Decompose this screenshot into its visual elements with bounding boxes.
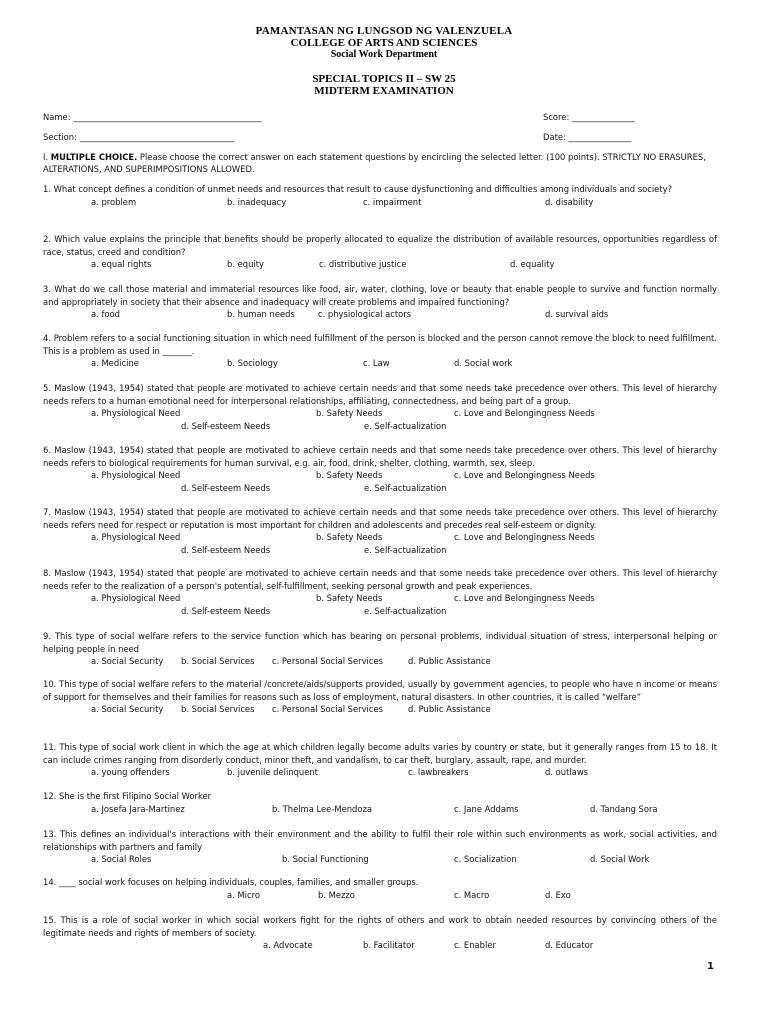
answer-option[interactable]: b. equity: [227, 259, 264, 270]
question-text: 12. She is the first Filipino Social Worker: [43, 791, 212, 801]
option-row: [43, 766, 717, 779]
answer-option[interactable]: b. Social Functioning: [282, 854, 369, 865]
answer-option[interactable]: b. Safety Needs: [316, 593, 383, 604]
answer-option[interactable]: b. Social Services: [181, 704, 255, 715]
answer-option[interactable]: d. Self-esteem Needs: [181, 482, 271, 493]
answer-option[interactable]: d. Tandang Sora: [590, 803, 658, 814]
answer-option[interactable]: c. distributive justice: [319, 259, 407, 270]
question-9: [43, 630, 717, 668]
option-row: [43, 592, 717, 605]
question-1: [43, 183, 717, 208]
answer-option[interactable]: d. survival aids: [545, 309, 609, 320]
answer-option[interactable]: a. Josefa Jara-Martinez: [91, 803, 185, 814]
answer-option[interactable]: e. Self-actualization: [364, 605, 447, 616]
question-text: 6. Maslow (1943, 1954) stated that people are motivated to achieve certain needs and that some needs take precedence over others. This level of hierarchy needs refers to biological requirements for human survival, e.g. air, food, drink, shelter, clothing, warmth, sex, sleep.: [43, 445, 717, 468]
option-row: [43, 605, 717, 618]
answer-option[interactable]: a. Advocate: [263, 940, 313, 951]
answer-option[interactable]: c. Socialization: [454, 854, 517, 865]
answer-option[interactable]: c. physiological actors: [318, 309, 412, 320]
section-field: Section: _____________________________________: [43, 132, 235, 142]
answer-option[interactable]: a. Physiological Need: [91, 408, 181, 419]
answer-option[interactable]: a. problem: [91, 196, 137, 207]
answer-option[interactable]: b. inadequacy: [227, 196, 287, 207]
university-name: PAMANTASAN NG LUNGSOD NG VALENZUELA: [255, 25, 513, 37]
question-text: 7. Maslow (1943, 1954) stated that people are motivated to achieve certain needs and that some needs take precedence over others. This level of hierarchy needs refers need for respect or reputation is most important for children and adolescents and precedes real self-esteem or dignity.: [43, 507, 717, 530]
answer-option[interactable]: c. impairment: [363, 196, 422, 207]
answer-option[interactable]: a. Micro: [227, 889, 260, 900]
answer-option[interactable]: a. equal rights: [91, 259, 152, 270]
instructions-prefix: I.: [43, 152, 51, 162]
answer-option[interactable]: d. equality: [510, 259, 555, 270]
option-row: [43, 655, 717, 668]
option-row: [43, 469, 717, 482]
question-15: [43, 914, 717, 952]
question-text: 9. This type of social welfare refers to the service function which has bearing on personal problems, individual situation of stress, interpersonal helping or helping people in need: [43, 631, 717, 654]
answer-option[interactable]: a. Social Security: [91, 704, 164, 715]
instructions-heading: MULTIPLE CHOICE.: [50, 152, 138, 162]
answer-option[interactable]: a. young offenders: [91, 767, 170, 778]
option-row: [43, 939, 717, 952]
answer-option[interactable]: d. Public Assistance: [408, 656, 491, 667]
question-text: 3. What do we call those material and immaterial resources like food, air, water, clothing, love or beauty that enable people to survive and function normally and appropriately in society that their absence and inadequacy will create problems and impaired functioning?: [43, 284, 717, 307]
question-text: 5. Maslow (1943, 1954) stated that people are motivated to achieve certain needs and that some needs take precedence over others. This level of hierarchy needs refers to a human emotional need for interpersonal relationships, affiliating, connectedness, and being part of a group.: [43, 383, 717, 406]
question-text: 4. Problem refers to a social functioning situation in which need fulfillment of the person is blocked and the person cannot remove the block to need fulfillment. This is a problem as used in _______.: [43, 333, 717, 356]
answer-option[interactable]: a. food: [91, 309, 120, 320]
score-field: Score: _______________: [543, 112, 635, 122]
answer-option[interactable]: d. Social work: [454, 358, 513, 369]
answer-option[interactable]: b. Thelma Lee-Mendoza: [272, 803, 372, 814]
answer-option[interactable]: c. Personal Social Services: [272, 704, 384, 715]
answer-option[interactable]: b. Social Services: [181, 656, 255, 667]
department-name: Social Work Department: [330, 49, 438, 60]
question-text: 8. Maslow (1943, 1954) stated that people are motivated to achieve certain needs and that some needs take precedence over others. This level of hierarchy needs refer to the realization of a person's potential, self-fulfillment, seeking personal growth and peak experiences.: [43, 568, 717, 591]
answer-option[interactable]: b. Facilitator: [363, 940, 415, 951]
answer-option[interactable]: d. Social Work: [590, 854, 650, 865]
answer-option[interactable]: b. Safety Needs: [316, 408, 383, 419]
question-text: 14. ____ social work focuses on helping individuals, couples, families, and smaller groups.: [43, 877, 419, 887]
option-row: [43, 803, 717, 816]
question-text: 11. This type of social work client in which the age at which children legally become adults varies by country or state, but it generally ranges from 15 to 18. It can include crimes ranging from disorderly conduct, minor theft, and vandalism, to car theft, burglary, assault, rape, and murder.: [43, 742, 717, 765]
question-text: 1. What concept defines a condition of unmet needs and resources that result to cause dysfunctioning and difficulties among individuals and society?: [43, 184, 673, 194]
option-row: [43, 853, 717, 866]
answer-option[interactable]: c. lawbreakers: [408, 767, 469, 778]
answer-option[interactable]: b. Mezzo: [318, 889, 355, 900]
answer-option[interactable]: b. Safety Needs: [316, 470, 383, 481]
answer-option[interactable]: c. Love and Belongingness Needs: [454, 408, 595, 419]
answer-option[interactable]: c. Personal Social Services: [272, 656, 384, 667]
answer-option[interactable]: d. Educator: [545, 940, 594, 951]
answer-option[interactable]: c. Love and Belongingness Needs: [454, 470, 595, 481]
option-row: [43, 420, 717, 433]
answer-option[interactable]: a. Social Roles: [91, 854, 152, 865]
question-text: 10. This type of social welfare refers to the material /concrete/aids/supports provided, usually by government agencies, to people who have n income or means of support for themselves and their families for reasons such as loss of employment, natural disasters. In other countries, it is called “welfare”: [43, 679, 717, 702]
answer-option[interactable]: b. juvenile delinquent: [227, 767, 318, 778]
question-3: [43, 283, 717, 321]
answer-option[interactable]: a. Physiological Need: [91, 532, 181, 543]
answer-option[interactable]: e. Self-actualization: [364, 482, 447, 493]
option-row: [43, 308, 717, 321]
date-field: Date: _______________: [543, 132, 632, 142]
exam-title: MIDTERM EXAMINATION: [314, 85, 454, 97]
option-row: [43, 196, 717, 209]
course-title: SPECIAL TOPICS II – SW 25: [312, 73, 456, 85]
question-13: [43, 828, 717, 866]
answer-option[interactable]: c. Love and Belongingness Needs: [454, 532, 595, 543]
option-row: [43, 889, 717, 902]
instructions: [43, 152, 715, 175]
answer-option[interactable]: e. Self-actualization: [364, 544, 447, 555]
answer-option[interactable]: b. Sociology: [227, 358, 278, 369]
question-5: [43, 382, 717, 432]
name-field: Name: _____________________________________________: [43, 112, 262, 122]
answer-option[interactable]: d. disability: [545, 196, 594, 207]
answer-option[interactable]: c. Enabler: [454, 940, 496, 951]
option-row: [43, 357, 717, 370]
question-8: [43, 567, 717, 617]
answer-option[interactable]: c. Jane Addams: [454, 803, 519, 814]
answer-option[interactable]: c. Law: [363, 358, 390, 369]
option-row: [43, 482, 717, 495]
question-text: 13. This defines an individual's interactions with their environment and the ability to fulfil their role within such environments as work, social activities, and relationships with partners and family: [43, 829, 717, 852]
question-14: [43, 876, 717, 901]
instructions-text: Please choose the correct answer on each statement questions by encircling the selected letter. (100 points). STRICTLY NO ERASURES, ALTERATIONS, AND SUPERIMPOSITIONS ALLOWED.: [43, 152, 706, 174]
question-text: 2. Which value explains the principle that benefits should be properly allocated to equalize the distribution of available resources, opportunities regardless of race, status, creed and condition?: [43, 234, 717, 257]
answer-option[interactable]: d. Public Assistance: [408, 704, 491, 715]
option-row: [43, 531, 717, 544]
answer-option[interactable]: b. Safety Needs: [316, 532, 383, 543]
document-header: [0, 25, 768, 97]
college-name: COLLEGE OF ARTS AND SCIENCES: [290, 37, 478, 49]
question-4: [43, 332, 717, 370]
answer-option[interactable]: d. Self-esteem Needs: [181, 420, 271, 431]
answer-option[interactable]: d. outlaws: [545, 767, 589, 778]
option-row: [43, 703, 717, 716]
answer-option[interactable]: a. Medicine: [91, 358, 139, 369]
answer-option[interactable]: d. Self-esteem Needs: [181, 605, 271, 616]
answer-option[interactable]: a. Social Security: [91, 656, 164, 667]
question-10: [43, 678, 717, 716]
option-row: [43, 544, 717, 557]
answer-option[interactable]: c. Macro: [454, 889, 490, 900]
question-7: [43, 506, 717, 556]
answer-option[interactable]: e. Self-actualization: [364, 420, 447, 431]
question-12: [43, 790, 717, 815]
answer-option[interactable]: a. Physiological Need: [91, 470, 181, 481]
answer-option[interactable]: c. Love and Belongingness Needs: [454, 593, 595, 604]
answer-option[interactable]: d. Self-esteem Needs: [181, 544, 271, 555]
question-text: 15. This is a role of social worker in which social workers fight for the rights of others and work to obtain needed resources by convincing others of the legitimate needs and rights of members of society.: [43, 915, 717, 938]
answer-option[interactable]: d. Exo: [545, 889, 571, 900]
page-number: 1: [707, 961, 714, 972]
option-row: [43, 258, 717, 271]
answer-option[interactable]: a. Physiological Need: [91, 593, 181, 604]
question-6: [43, 444, 717, 494]
answer-option[interactable]: b. human needs: [227, 309, 295, 320]
question-2: [43, 233, 717, 271]
option-row: [43, 407, 717, 420]
question-11: [43, 741, 717, 779]
